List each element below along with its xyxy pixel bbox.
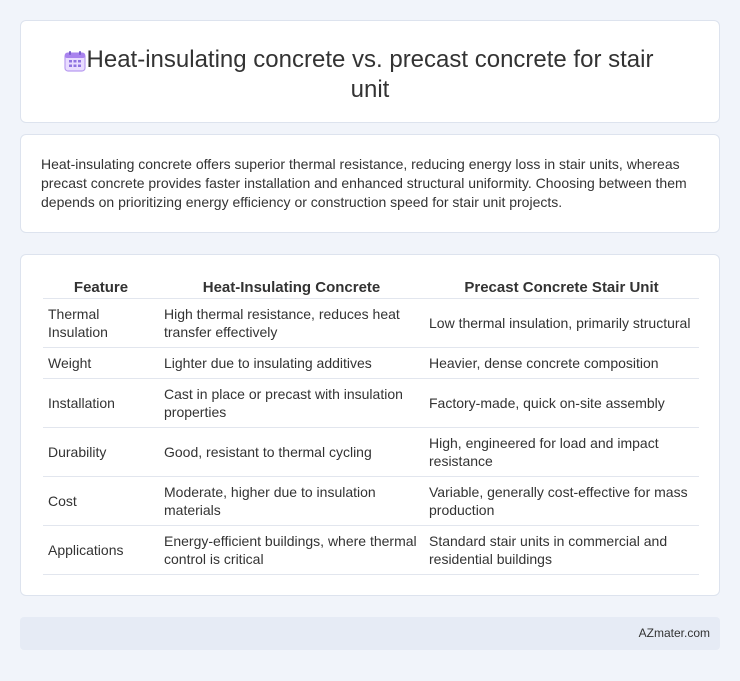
table-cell: Applications: [43, 525, 159, 574]
table-cell: Energy-efficient buildings, where thermal control is critical: [159, 525, 424, 574]
table-cell: High thermal resistance, reduces heat transfer effectively: [159, 298, 424, 347]
summary-text: Heat-insulating concrete offers superior thermal resistance, reducing energy loss in stair units, whereas precast concrete provides faster installation and enhanced structural uniformity. Choosing between them depends on prioritizing energy efficiency or construction speed for stair unit projects.: [41, 156, 687, 210]
comparison-table: [43, 278, 699, 575]
table-cell: Cost: [43, 476, 159, 525]
table-cell: Installation: [43, 378, 159, 427]
table-cell: Moderate, higher due to insulation materials: [159, 476, 424, 525]
table-cell: Durability: [43, 427, 159, 476]
table-cell: Lighter due to insulating additives: [159, 347, 424, 378]
table-row: [43, 525, 699, 574]
table-cell: Thermal Insulation: [43, 298, 159, 347]
table-row: [43, 298, 699, 347]
table-cell: Variable, generally cost-effective for mass production: [424, 476, 699, 525]
comparison-table-card: [20, 254, 720, 596]
table-cell: Weight: [43, 347, 159, 378]
table-cell: Good, resistant to thermal cycling: [159, 427, 424, 476]
table-header-row: [43, 278, 699, 298]
column-header-feature: Feature: [43, 278, 159, 298]
column-header-heat-insulating: Heat-Insulating Concrete: [159, 278, 424, 298]
column-header-precast: Precast Concrete Stair Unit: [424, 278, 699, 298]
footer-brand: AZmater.com: [638, 626, 710, 640]
table-cell: Heavier, dense concrete composition: [424, 347, 699, 378]
title-card: [20, 20, 720, 123]
table-cell: Factory-made, quick on-site assembly: [424, 378, 699, 427]
table-row: [43, 427, 699, 476]
page-title: Heat-insulating concrete vs. precast concrete for stair unit: [86, 46, 654, 103]
table-cell: Cast in place or precast with insulation properties: [159, 378, 424, 427]
table-row: [43, 476, 699, 525]
table-cell: High, engineered for load and impact resistance: [424, 427, 699, 476]
footer: [20, 617, 720, 650]
table-cell: Low thermal insulation, primarily structural: [424, 298, 699, 347]
table-row: [43, 378, 699, 427]
table-cell: Standard stair units in commercial and residential buildings: [424, 525, 699, 574]
table-row: [43, 347, 699, 378]
summary-card: [20, 134, 720, 233]
